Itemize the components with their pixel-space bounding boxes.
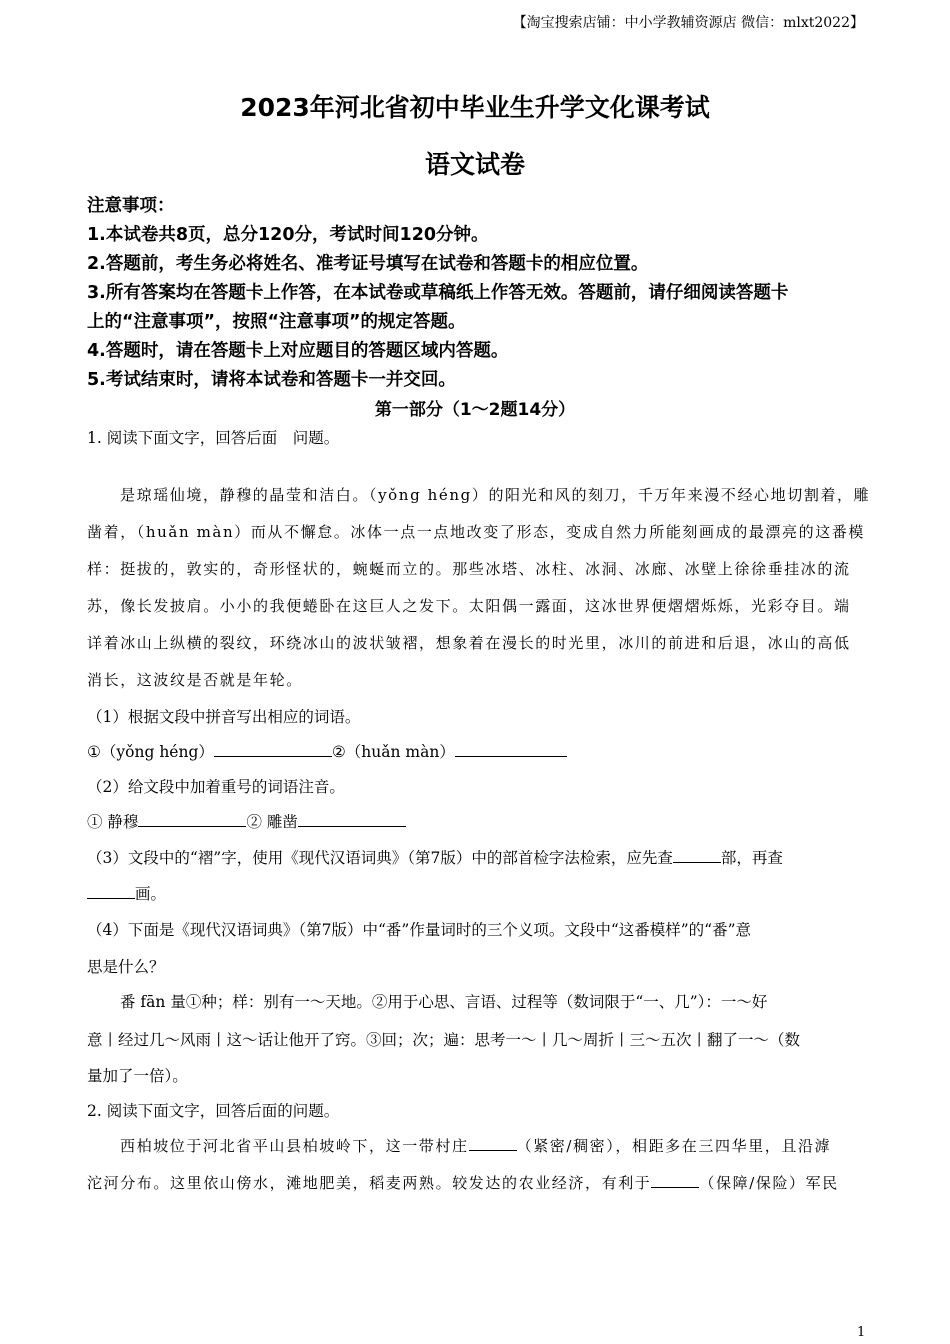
q1-sub3-line-2 (87, 882, 166, 904)
notice-item-3: 3.所有答案均在答题卡上作答，在本试卷或草稿纸上作答无效。答题前，请仔细阅读答题卡 (87, 283, 789, 303)
notice-item-3-cont: 上的“注意事项”，按照“注意事项”的规定答题。 (87, 312, 466, 332)
q1-sub3-line-1 (87, 846, 783, 868)
q1-sub1-b-label: ②（huǎn màn） (331, 743, 455, 761)
q1-sub3-text-b: 部，再查 (720, 849, 783, 867)
q1-sub3-text-c: 画。 (135, 885, 167, 903)
notice-item-5: 5.考试结束时，请将本试卷和答题卡一并交回。 (87, 370, 456, 390)
q1-passage-line-6: 消长，这波纹是否就是年轮。 (87, 671, 303, 689)
page-number: 1 (857, 1325, 866, 1340)
q1-sub2-b-label: ② 雕凿 (246, 813, 298, 831)
q1-prompt: 1. 阅读下面文字，回答后面 问题。 (87, 429, 340, 447)
q1-sub2-b-blank[interactable] (298, 810, 406, 827)
q2-blank-1[interactable] (469, 1134, 517, 1151)
q1-sub2: （2）给文段中加着重号的词语注音。 (87, 778, 345, 796)
q2-line2-text-a: 沱河分布。这里依山傍水，滩地肥美，稻麦两熟。较发达的农业经济，有利于 (87, 1174, 652, 1192)
header-note: 【淘宝搜索店铺：中小学教辅资源店 微信：mlxt2022】 (512, 15, 864, 31)
q1-passage-line-5: 详着冰山上纵横的裂纹，环绕冰山的波状皱褶，想象着在漫长的时光里，冰川的前进和后退，冰山的高低 (87, 634, 851, 652)
q1-sub4-line-1: （4）下面是《现代汉语词典》（第7版）中“番”作量词时的三个义项。文段中“这番模样”的“番”意 (87, 921, 752, 939)
q1-sub1-a-blank[interactable] (214, 740, 332, 757)
exam-title: 2023年河北省初中毕业生升学文化课考试 (240, 93, 710, 122)
q1-sub1-answers (87, 740, 567, 762)
q1-passage-line-3: 样：挺拔的，敦实的，奇形怪状的，蜿蜒而立的。那些冰塔、冰柱、冰洞、冰廊、冰壁上徐徐垂挂冰的流 (87, 560, 851, 578)
q2-line1-text-b: （紧密/稠密），相距多在三四华里，且沿滹 (516, 1137, 832, 1155)
q1-sub3-text-a: （3）文段中的“褶”字，使用《现代汉语词典》（第7版）中的部首检字法检索，应先查 (87, 849, 673, 867)
q1-passage-line-2: 凿着，（huǎn màn）而从不懈怠。冰体一点一点地改变了形态，变成自然力所能刻画成的最漂亮的这番模 (87, 523, 866, 541)
q2-blank-2[interactable] (651, 1171, 699, 1188)
q2-passage-line-1 (120, 1134, 831, 1156)
q1-sub3-radical-blank[interactable] (673, 846, 721, 863)
q2-line1-text-a: 西柏坡位于河北省平山县柏坡岭下，这一带村庄 (120, 1137, 469, 1155)
q2-line2-text-b: （保障/保险）军民 (699, 1174, 839, 1192)
dictionary-entry-line-3: 量加了一倍）。 (87, 1067, 188, 1085)
notice-item-4: 4.答题时，请在答题卡上对应题目的答题区域内答题。 (87, 341, 509, 361)
q1-passage-line-4: 苏，像长发披肩。小小的我便蜷卧在这巨人之发下。太阳偶一露面，这冰世界便熠熠烁烁，光彩夺目。端 (87, 597, 851, 615)
notice-item-1: 1.本试卷共8页，总分120分，考试时间120分钟。 (87, 225, 489, 245)
q1-passage-line-1: 是琼瑶仙境，静穆的晶莹和洁白。（yǒng héng）的阳光和风的刻刀，千万年来漫不经心地切割着，雕 (120, 486, 871, 504)
dictionary-entry-line-1: 番 fān 量①种；样：别有一～天地。②用于心思、言语、过程等（数词限于“一、几”）：一～好 (120, 993, 768, 1011)
q1-sub1-b-blank[interactable] (455, 740, 567, 757)
q2-passage-line-2 (87, 1171, 839, 1193)
q1-sub2-answers (87, 810, 406, 832)
q1-sub2-a-label: ① 静穆 (87, 813, 139, 831)
q1-sub2-a-blank[interactable] (138, 810, 246, 827)
q2-prompt: 2. 阅读下面文字，回答后面的问题。 (87, 1102, 340, 1120)
q1-sub3-strokes-blank[interactable] (87, 882, 135, 899)
notice-heading: 注意事项： (87, 196, 175, 216)
dictionary-entry-line-2: 意丨经过几～风雨丨这～话让他开了窍。③回；次；遍：思考一～丨几～周折丨三～五次丨翻了一～（数 (87, 1031, 801, 1049)
exam-subtitle: 语文试卷 (424, 150, 525, 179)
notice-item-2: 2.答题前，考生务必将姓名、准考证号填写在试卷和答题卡的相应位置。 (87, 254, 649, 274)
q1-sub1-a-label: ①（yǒng héng） (87, 743, 214, 761)
q1-sub4-line-2: 思是什么？ (87, 958, 165, 976)
q1-sub1: （1）根据文段中拼音写出相应的词语。 (87, 708, 361, 726)
section-heading: 第一部分（1～2题14分） (374, 400, 576, 420)
